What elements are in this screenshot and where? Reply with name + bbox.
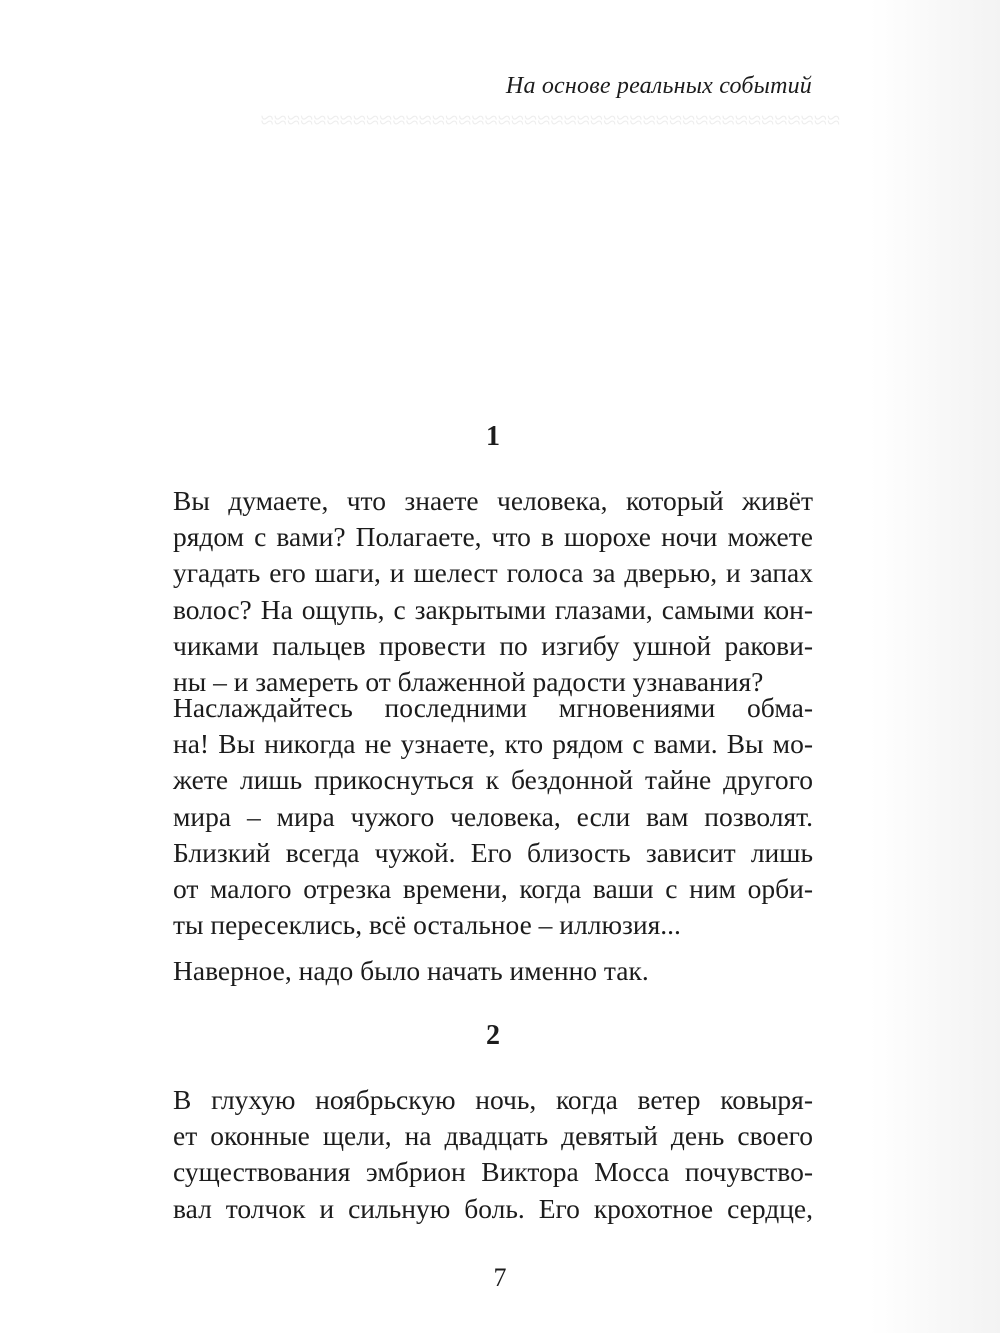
text-line: чиками пальцев провести по изгибу ушной ракови-	[173, 629, 813, 661]
text-line: вал толчок и сильную боль. Его крохотное сердце,	[173, 1192, 813, 1224]
paragraph	[173, 1082, 813, 1227]
text-line: жете лишь прикоснуться к бездонной тайне другого	[173, 764, 813, 796]
running-head: На основе реальных событий	[505, 73, 812, 99]
text-line: угадать его шаги, и шелест голоса за дверью, и запах	[173, 557, 813, 589]
page-number: 7	[493, 1263, 507, 1292]
paragraph	[173, 953, 813, 989]
text-line: Наверное, надо было начать именно так.	[173, 955, 649, 986]
text-line: В глухую ноябрьскую ночь, когда ветер ковыря-	[173, 1084, 813, 1115]
text-line: Наслаждайтесь последними мгновениями обма-	[173, 692, 813, 723]
text-line: волос? На ощупь, с закрытыми глазами, самыми кон-	[173, 593, 813, 625]
chapter-number: 2	[486, 1020, 500, 1051]
bleed-through-texture: ≈≈≈≈≈≈≈≈≈≈≈≈≈≈≈≈≈≈≈≈≈≈≈≈≈≈≈≈≈≈≈≈≈≈≈≈≈≈≈≈≈≈≈≈	[260, 108, 840, 134]
paragraph	[173, 690, 813, 943]
paragraph	[173, 483, 813, 700]
text-line: ет оконные щели, на двадцать девятый день своего	[173, 1120, 813, 1152]
text-line: ты пересеклись, всё остальное – иллюзия...	[173, 909, 681, 941]
text-line: рядом с вами? Полагаете, что в шорохе ночи можете	[173, 521, 813, 553]
text-line: Вы думаете, что знаете человека, который живёт	[173, 485, 813, 516]
text-line: мира – мира чужого человека, если вам позволят.	[173, 800, 813, 832]
text-line: от малого отрезка времени, когда ваши с ним орби-	[173, 872, 813, 904]
text-line: Близкий всегда чужой. Его близость зависит лишь	[173, 836, 813, 868]
text-line: существования эмбрион Виктора Мосса почувство-	[173, 1156, 813, 1188]
chapter-number: 1	[486, 421, 500, 452]
text-line: ны – и замереть от блаженной радости узнавания?	[173, 665, 764, 697]
text-line: на! Вы никогда не узнаете, кто рядом с вами. Вы мо-	[173, 728, 813, 760]
